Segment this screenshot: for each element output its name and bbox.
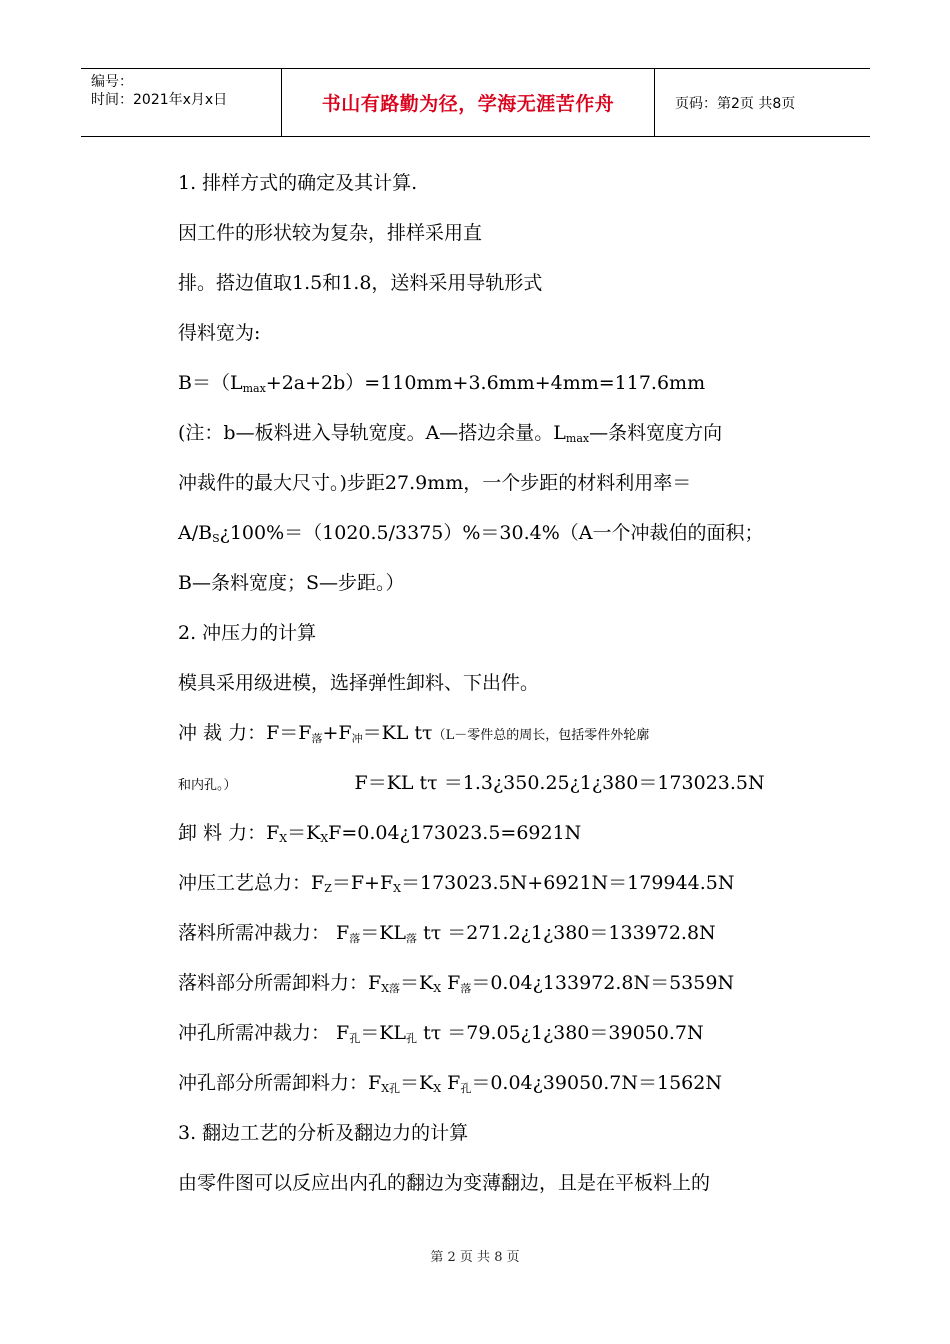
- formula-line: 冲孔所需冲裁力： $F_孔=KL_孔$ tτ ＝79.05¿1¿380＝39050.7N: [178, 1022, 704, 1045]
- formula-line: 和内孔。） F＝KL tτ ＝1.3¿350.25¿1¿380＝173023.5N: [178, 772, 765, 794]
- body-line: 模具采用级进模，选择弹性卸料、下出件。: [178, 672, 540, 694]
- formula-line: $B=(L_{max}+2a+2b)=110mm+3.6mm+4mm=117.6mm$: [178, 372, 706, 395]
- header-page-info: [665, 69, 870, 136]
- formula-line: 落料所需冲裁力： $F_落=KL_落$ tτ ＝271.2¿1¿380＝133972.8N: [178, 922, 716, 945]
- body-line: 1. 排样方式的确定及其计算.: [178, 172, 418, 194]
- page-info-text: 页码：第2页 共8页: [675, 95, 796, 112]
- page-footer: 第 2 页 共 8 页: [430, 1250, 520, 1265]
- section-heading: 2. 冲压力的计算: [178, 622, 317, 644]
- formula-line: 冲孔部分所需卸料力：$F_{X孔}=K_X$ $F_孔=0.04¿39050.7N=1562N$: [178, 1072, 722, 1095]
- section-heading: 3. 翻边工艺的分析及翻边力的计算: [178, 1122, 469, 1144]
- date-label: 时间：2021年x月x日: [91, 92, 228, 108]
- formula-line: $A/B_S¿100\%=(1020.5/3375)\%=30.4\%(A$一个冲裁伯的面积；: [178, 522, 764, 545]
- number-label: 编号：: [91, 74, 133, 90]
- page-header: [81, 68, 870, 137]
- formula-line: 落料部分所需卸料力：$F_{X落}=K_X$ $F_落=0.04¿133972.8N=5359N$: [178, 972, 735, 995]
- body-line: 得料宽为:: [178, 322, 261, 344]
- body-line: 冲裁件的最大尺寸。)步距27.9mm，一个步距的材料利用率＝: [178, 472, 692, 494]
- formula-line: 卸 料 力：$F_X=K_XF=0.04¿173023.5=6921N$: [178, 822, 582, 845]
- formula-line: 冲压工艺总力：$F_Z=F+F_X=173023.5N+6921N=179944.5N$: [178, 872, 735, 895]
- body-line: 排。搭边值取1.5和1.8，送料采用导轨形式: [178, 272, 543, 294]
- body-line: 因工件的形状较为复杂，排样采用直: [178, 222, 483, 244]
- body-line: B—条料宽度；S—步距。）: [178, 572, 405, 594]
- body-line: 由零件图可以反应出内孔的翻边为变薄翻边，且是在平板料上的: [178, 1172, 711, 1194]
- body-line: (注：b—板料进入导轨宽度。A—搭边余量。$L_{max}—$条料宽度方向: [178, 422, 723, 445]
- header-divider: [654, 69, 655, 136]
- header-meta: [81, 69, 281, 136]
- formula-line: 冲 裁 力：$F=F_落+F_冲=KL$ tτ（L－零件总的周长，包括零件外轮廓: [178, 722, 650, 745]
- header-motto: 书山有路勤为径，学海无涯苦作舟: [321, 93, 615, 115]
